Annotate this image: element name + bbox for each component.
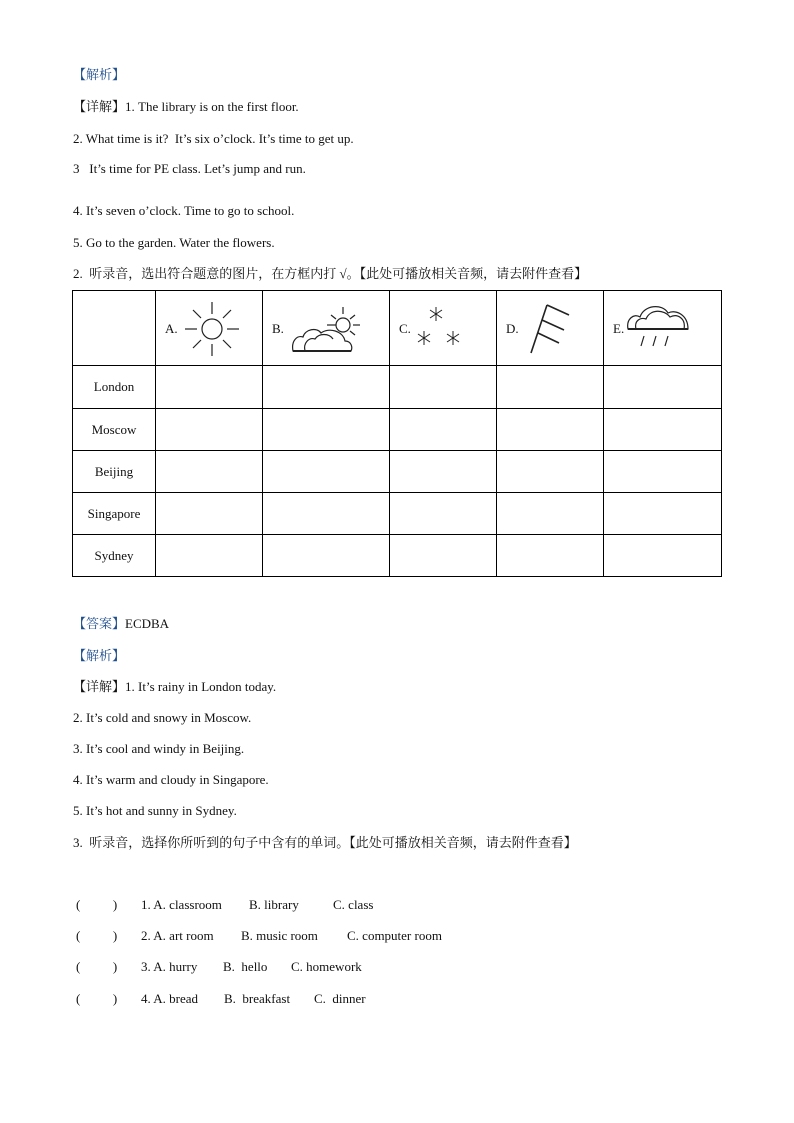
option-label: A.: [165, 321, 178, 336]
detail-label: 【详解】: [73, 679, 126, 694]
table-row: [73, 409, 722, 451]
question-3-prompt: 3. 听录音，选择你所听到的句子中含有的单词。【此处可播放相关音频，请去附件查看】: [73, 835, 577, 850]
answer-bracket[interactable]: ( ): [76, 991, 118, 1006]
answer-cell[interactable]: [497, 409, 604, 451]
city-cell: Moscow: [73, 409, 156, 451]
analysis-heading: 【解析】: [73, 648, 126, 663]
answer-cell[interactable]: [497, 493, 604, 535]
rain-icon: [626, 301, 696, 355]
detail-line-5: 5. It’s hot and sunny in Sydney.: [73, 803, 237, 818]
option-label: C.: [399, 321, 411, 336]
detail-text: 1. The library is on the first floor.: [125, 99, 299, 114]
option-b: B. music room: [241, 928, 318, 943]
detail-line-3: 3 It’s time for PE class. Let’s jump and run.: [73, 161, 306, 176]
answer-value: ECDBA: [125, 616, 170, 631]
option-b-cell: [263, 291, 390, 366]
detail-label: 【详解】: [73, 99, 126, 114]
city-cell: Beijing: [73, 451, 156, 493]
table-row: [73, 493, 722, 535]
option-a: 3. A. hurry: [141, 959, 198, 974]
analysis-heading: 【解析】: [73, 67, 126, 82]
option-c: C. dinner: [314, 991, 366, 1006]
option-a: 4. A. bread: [141, 991, 199, 1006]
weather-table: [72, 290, 722, 577]
cloudy-sun-icon: [291, 303, 363, 355]
answer-cell[interactable]: [263, 451, 390, 493]
table-header-row: [73, 291, 722, 366]
answer-label: 【答案】: [73, 616, 126, 631]
table-row: [73, 451, 722, 493]
answer-cell[interactable]: [156, 451, 263, 493]
answer-cell[interactable]: [497, 535, 604, 577]
answer-cell[interactable]: [604, 409, 722, 451]
option-b: B. breakfast: [224, 991, 291, 1006]
answer-cell[interactable]: [604, 366, 722, 409]
detail-line-2: 2. It’s cold and snowy in Moscow.: [73, 710, 252, 725]
answer-cell[interactable]: [497, 451, 604, 493]
answer-cell[interactable]: [263, 535, 390, 577]
city-cell: Sydney: [73, 535, 156, 577]
detail-line-4: 4. It’s warm and cloudy in Singapore.: [73, 772, 269, 787]
detail-line-5: 5. Go to the garden. Water the flowers.: [73, 235, 275, 250]
city-cell: London: [73, 366, 156, 409]
option-label: E.: [613, 321, 625, 336]
option-a-cell: [156, 291, 263, 366]
answer-cell[interactable]: [156, 409, 263, 451]
answer-line: [73, 616, 169, 632]
detail-line-1: [73, 679, 276, 695]
option-c: C. class: [333, 897, 374, 912]
answer-cell[interactable]: [263, 409, 390, 451]
empty-corner-cell: [73, 291, 156, 366]
option-c: C. homework: [291, 959, 362, 974]
answer-bracket[interactable]: ( ): [76, 897, 118, 912]
option-b: B. hello: [223, 959, 268, 974]
answer-cell[interactable]: [156, 366, 263, 409]
detail-line-2: 2. What time is it? It’s six o’clock. It’s time to get up.: [73, 131, 354, 146]
option-a: 2. A. art room: [141, 928, 214, 943]
table-row: [73, 535, 722, 577]
option-a: 1. A. classroom: [141, 897, 222, 912]
table-row: [73, 366, 722, 409]
detail-line-4: 4. It’s seven o’clock. Time to go to school.: [73, 203, 295, 218]
answer-cell[interactable]: [390, 366, 497, 409]
detail-line-3: 3. It’s cool and windy in Beijing.: [73, 741, 245, 756]
city-cell: Singapore: [73, 493, 156, 535]
answer-cell[interactable]: [497, 366, 604, 409]
option-label: B.: [272, 321, 284, 336]
answer-cell[interactable]: [263, 366, 390, 409]
snow-icon: [416, 303, 476, 355]
detail-line-1: [73, 99, 299, 115]
answer-cell[interactable]: [390, 451, 497, 493]
answer-cell[interactable]: [156, 493, 263, 535]
option-label: D.: [506, 321, 519, 336]
answer-bracket[interactable]: ( ): [76, 928, 118, 943]
answer-bracket[interactable]: ( ): [76, 959, 118, 974]
option-b: B. library: [249, 897, 299, 912]
windy-flag-icon: [527, 301, 577, 357]
answer-cell[interactable]: [390, 493, 497, 535]
answer-cell[interactable]: [604, 535, 722, 577]
answer-cell[interactable]: [263, 493, 390, 535]
answer-cell[interactable]: [604, 451, 722, 493]
sunny-icon: [182, 299, 242, 359]
option-c: C. computer room: [347, 928, 442, 943]
answer-cell[interactable]: [604, 493, 722, 535]
detail-text: 1. It’s rainy in London today.: [125, 679, 277, 694]
answer-cell[interactable]: [390, 409, 497, 451]
answer-cell[interactable]: [390, 535, 497, 577]
option-c-cell: [390, 291, 497, 366]
answer-cell[interactable]: [156, 535, 263, 577]
option-d-cell: [497, 291, 604, 366]
question-2-prompt: 2. 听录音，选出符合题意的图片，在方框内打 √。【此处可播放相关音频，请去附件查看】: [73, 266, 588, 281]
option-e-cell: [604, 291, 722, 366]
